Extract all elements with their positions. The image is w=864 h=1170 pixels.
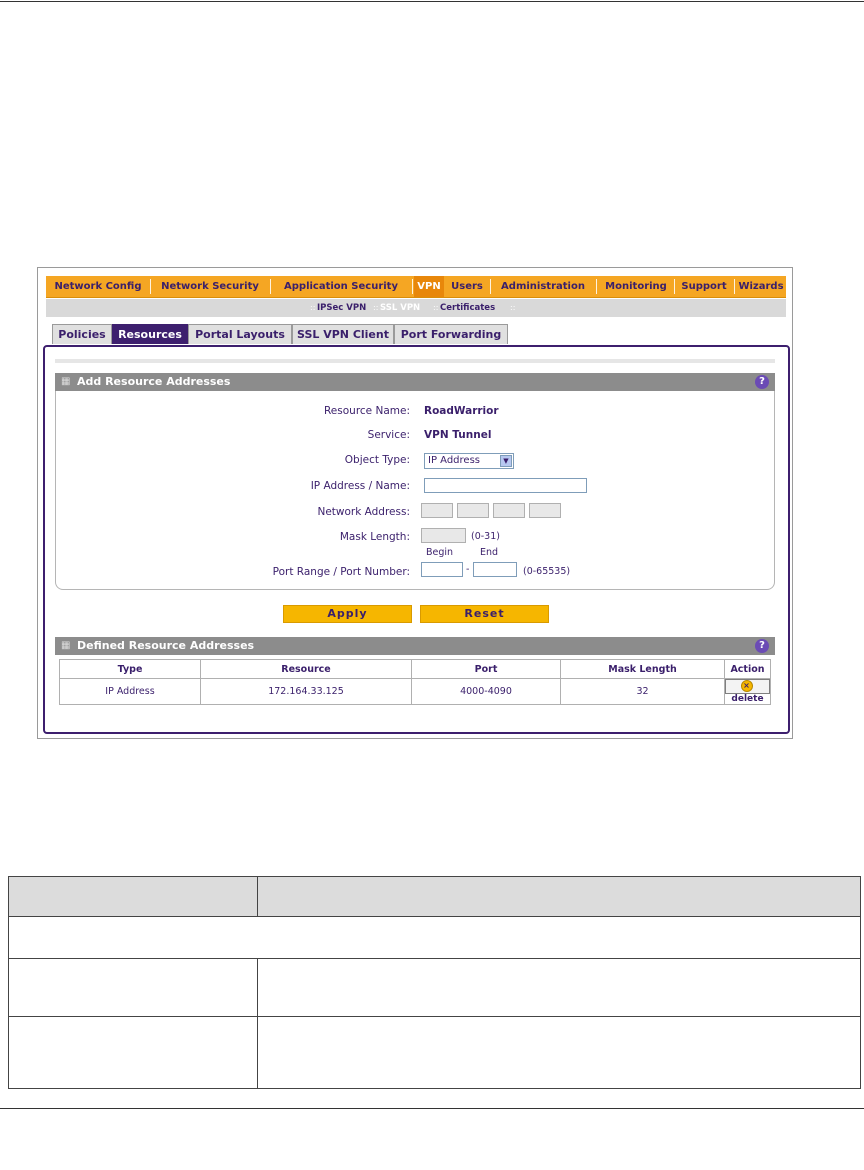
nav-separator xyxy=(490,279,491,294)
nav-separator xyxy=(596,279,597,294)
document-cell xyxy=(9,1017,258,1089)
add-resource-form xyxy=(55,391,775,590)
nav-administration[interactable]: Administration xyxy=(501,281,585,292)
subnav-ssl-vpn[interactable]: SSL VPN xyxy=(380,303,421,313)
port-begin-label: Begin xyxy=(426,547,454,558)
column-header-port: Port xyxy=(412,660,561,679)
document-header-cell xyxy=(9,877,258,917)
nav-vpn[interactable]: VPN xyxy=(414,276,444,297)
network-address-octet-4[interactable] xyxy=(529,503,561,518)
mask-length-hint: (0-31) xyxy=(471,531,500,542)
object-type-value: IP Address xyxy=(428,455,480,466)
nav-network-config[interactable]: Network Config xyxy=(54,281,142,292)
document-table-header-row xyxy=(9,877,861,917)
network-address-label: Network Address: xyxy=(317,506,410,518)
network-address-octet-3[interactable] xyxy=(493,503,525,518)
document-table-row xyxy=(9,959,861,1017)
add-resource-header xyxy=(55,373,775,391)
grip-icon: ▦ xyxy=(61,640,71,651)
service-label: Service: xyxy=(367,429,410,441)
tab-resources[interactable]: Resources xyxy=(112,324,188,344)
resource-name-value: RoadWarrior xyxy=(424,405,499,417)
document-section-cell xyxy=(9,917,861,959)
mask-length-label: Mask Length: xyxy=(339,531,410,543)
document-table xyxy=(8,876,861,1089)
subnav-divider: :: xyxy=(310,303,316,312)
cell-type: IP Address xyxy=(60,679,201,705)
defined-resource-table xyxy=(59,659,771,705)
screenshot-frame xyxy=(37,267,793,739)
close-icon: × xyxy=(741,680,753,692)
top-nav xyxy=(46,276,786,298)
subnav-certificates[interactable]: Certificates xyxy=(440,303,496,313)
port-end-label: End xyxy=(480,547,499,558)
nav-separator xyxy=(412,279,413,294)
document-header-cell xyxy=(258,877,861,917)
apply-button[interactable]: Apply xyxy=(283,605,412,623)
network-address-octet-1[interactable] xyxy=(421,503,453,518)
column-header-action: Action xyxy=(725,660,771,679)
nav-support[interactable]: Support xyxy=(681,281,727,292)
nav-monitoring[interactable]: Monitoring xyxy=(605,281,667,292)
document-section-row xyxy=(9,917,861,959)
header-rule xyxy=(0,1,864,2)
object-type-label: Object Type: xyxy=(344,454,410,466)
sub-nav xyxy=(46,299,786,317)
nav-separator xyxy=(270,279,271,294)
defined-resource-header xyxy=(55,637,775,655)
table-header-row xyxy=(60,660,771,679)
content-panel xyxy=(43,345,790,734)
cell-mask-length: 32 xyxy=(561,679,725,705)
spacer-band xyxy=(55,359,775,363)
cell-port: 4000-4090 xyxy=(412,679,561,705)
object-type-select[interactable] xyxy=(424,453,514,469)
defined-resource-title: Defined Resource Addresses xyxy=(77,639,255,652)
footer-rule xyxy=(0,1108,864,1109)
ip-name-input[interactable] xyxy=(424,478,587,493)
table-row xyxy=(60,679,771,705)
port-range-hint: (0-65535) xyxy=(523,566,571,577)
tab-portal-layouts[interactable]: Portal Layouts xyxy=(188,324,292,344)
delete-button[interactable] xyxy=(725,679,770,704)
resource-name-label: Resource Name: xyxy=(323,405,410,417)
nav-separator xyxy=(734,279,735,294)
cell-action xyxy=(725,679,771,705)
column-header-resource: Resource xyxy=(201,660,412,679)
port-end-input[interactable] xyxy=(473,562,517,577)
subnav-divider: :: xyxy=(433,303,439,312)
ip-name-label: IP Address / Name: xyxy=(310,480,410,492)
subnav-divider: :: xyxy=(510,303,516,312)
nav-application-security[interactable]: Application Security xyxy=(284,281,398,292)
reset-button[interactable]: Reset xyxy=(420,605,549,623)
document-cell xyxy=(9,959,258,1017)
delete-label: delete xyxy=(731,694,764,704)
add-resource-title: Add Resource Addresses xyxy=(77,375,231,388)
network-address-octet-2[interactable] xyxy=(457,503,489,518)
nav-network-security[interactable]: Network Security xyxy=(161,281,259,292)
tab-policies[interactable]: Policies xyxy=(52,324,112,344)
port-range-dash: - xyxy=(466,564,470,575)
nav-wizards[interactable]: Wizards xyxy=(738,281,784,292)
column-header-mask-length: Mask Length xyxy=(561,660,725,679)
port-begin-input[interactable] xyxy=(421,562,463,577)
document-table-row xyxy=(9,1017,861,1089)
column-header-type: Type xyxy=(60,660,201,679)
service-value: VPN Tunnel xyxy=(424,429,492,441)
subnav-ipsec-vpn[interactable]: IPSec VPN xyxy=(317,303,367,313)
cell-resource: 172.164.33.125 xyxy=(201,679,412,705)
document-cell xyxy=(258,959,861,1017)
tab-ssl-vpn-client[interactable]: SSL VPN Client xyxy=(292,324,394,344)
chevron-down-icon[interactable]: ▼ xyxy=(500,455,512,467)
help-icon[interactable]: ? xyxy=(755,375,769,389)
grip-icon: ▦ xyxy=(61,376,71,387)
help-icon[interactable]: ? xyxy=(755,639,769,653)
nav-separator xyxy=(150,279,151,294)
nav-users[interactable]: Users xyxy=(451,281,483,292)
tab-port-forwarding[interactable]: Port Forwarding xyxy=(394,324,508,344)
port-range-label: Port Range / Port Number: xyxy=(272,566,410,578)
subnav-divider: :: xyxy=(373,303,379,312)
document-cell xyxy=(258,1017,861,1089)
mask-length-input[interactable] xyxy=(421,528,466,543)
nav-separator xyxy=(674,279,675,294)
